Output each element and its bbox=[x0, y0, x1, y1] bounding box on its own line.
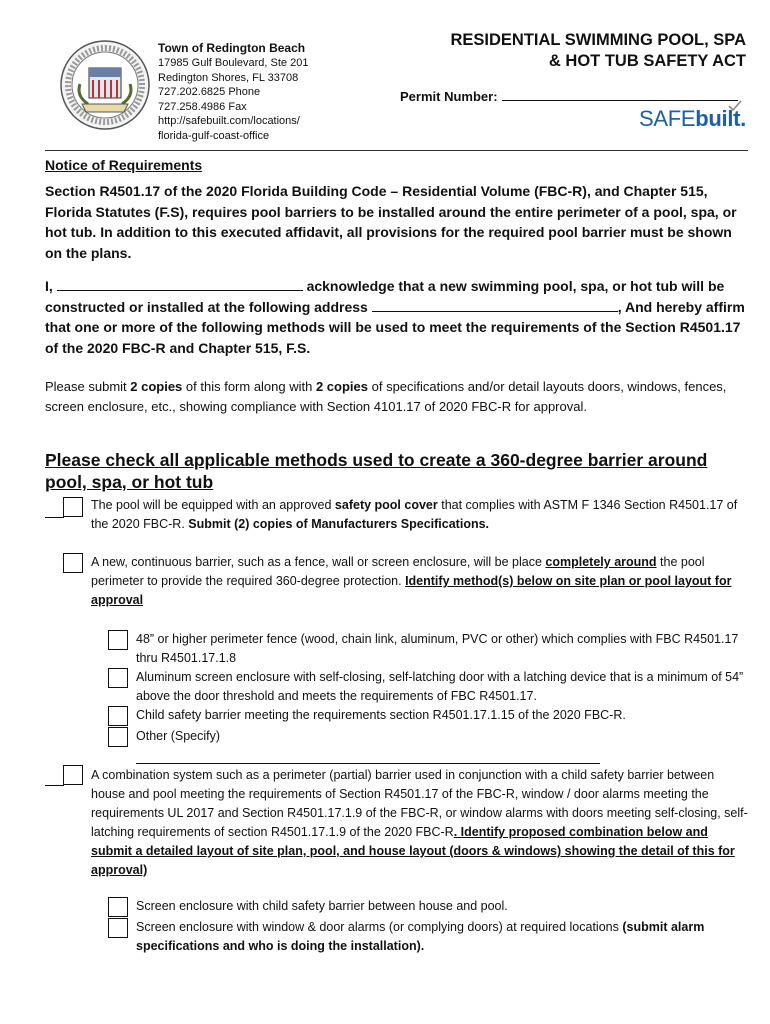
town-address bbox=[158, 56, 308, 143]
address-line: 17985 Gulf Boulevard, Ste 201 bbox=[158, 57, 309, 69]
permit-number-blank[interactable] bbox=[502, 88, 738, 101]
sub-method-fence: 48” or higher perimeter fence (wood, chain link, aluminum, PVC or other) which complies with FBC R4501.17 thru R4501.17.1.8 bbox=[136, 632, 739, 665]
affirm-text: And hereby affirm that one or more of the following methods will be used to meet the requirements of the Section R4501.17 of the 2020 FBC-R and Chapter 515, F.S. bbox=[45, 298, 745, 356]
method-text: The pool will be equipped with an approved bbox=[91, 498, 335, 512]
method-safety-cover bbox=[91, 496, 751, 534]
method-text: A new, continuous barrier, such as a fence, wall or screen enclosure, will be place bbox=[91, 555, 546, 569]
method-text: the pool perimeter to provide the required 360-degree protection. bbox=[91, 555, 705, 588]
affirmation-paragraph bbox=[45, 276, 750, 358]
submit-copies: 2 copies bbox=[130, 379, 183, 394]
screen-child-barrier-checkbox[interactable] bbox=[108, 897, 128, 917]
address-blank[interactable] bbox=[372, 297, 618, 312]
child-safety-barrier-checkbox[interactable] bbox=[108, 706, 128, 726]
title-line: & HOT TUB SAFETY ACT bbox=[548, 52, 746, 70]
combination-system-checkbox[interactable] bbox=[63, 765, 83, 785]
other-checkbox[interactable] bbox=[108, 727, 128, 747]
sub-method-other: Other (Specify) bbox=[136, 729, 221, 743]
combo-screen-child-barrier bbox=[136, 897, 748, 916]
screen-enclosure-checkbox[interactable] bbox=[108, 668, 128, 688]
sub-method-screen-enclosure: Aluminum screen enclosure with self-closing, self-latching door with a latching device that is a minimum of 54” above the door threshold and meets the requirements of FBC R4501.17. bbox=[136, 670, 744, 703]
permit-number-field bbox=[400, 88, 738, 104]
method-combination-system bbox=[91, 766, 751, 880]
document-title bbox=[386, 30, 746, 72]
safety-cover-checkbox[interactable] bbox=[63, 497, 83, 517]
other-specify-blank[interactable] bbox=[136, 763, 600, 764]
submit-text: Please submit bbox=[45, 379, 131, 394]
continuous-barrier-checkbox[interactable] bbox=[63, 553, 83, 573]
method-continuous-barrier bbox=[91, 553, 751, 610]
checkbox-line bbox=[45, 517, 64, 518]
method-underline: . Identify proposed combination below and submit a detailed layout of site plan, pool, and house layout (doors & windows) showing the detail of this for approval) bbox=[91, 825, 735, 877]
address-line: Redington Shores, FL 33708 bbox=[158, 71, 299, 84]
methods-heading: Please check all applicable methods used to create a 360-degree barrier around pool, spa, or hot tub bbox=[45, 450, 708, 492]
affirm-text: will be constructed or installed at the following address bbox=[45, 278, 725, 315]
submit-copies: 2 copies bbox=[315, 379, 368, 394]
combo-screen-alarms bbox=[136, 918, 748, 956]
submit-text: of specifications and/or detail layouts doors, windows, fences, screen enclosure, etc., showing compliance with Section 4101.17 of 2020 FBC-R for approval. bbox=[45, 379, 727, 414]
header-divider bbox=[45, 150, 748, 151]
checkbox-line bbox=[45, 785, 64, 786]
affirm-text: acknowledge that a new swimming pool, spa, or hot tub bbox=[306, 278, 678, 294]
method-text: A combination system such as a perimeter (partial) barrier used in conjunction with a child safety barrier between house and pool meeting the requirements of Section R4501.17 of the FBC-R, window / door alarms meeting the requirements UL 2017 and Section R4501.17.1.9 of the FBC-R, or window alarms with doors meeting self-closing, self-latching requirements of section R4501.17.1.9 of the 2020 FBC-R bbox=[91, 768, 748, 839]
method-underline: Identify method(s) below on site plan or pool layout for approval bbox=[91, 574, 732, 607]
screen-alarms-checkbox[interactable] bbox=[108, 918, 128, 938]
sub-method-child-barrier: Child safety barrier meeting the requirements section R4501.17.1.15 of the 2020 FBC-R. bbox=[136, 708, 626, 722]
phone-line: 727.202.6825 Phone bbox=[158, 86, 261, 98]
title-line: RESIDENTIAL SWIMMING POOL, SPA bbox=[450, 31, 746, 49]
combo-bold: (submit alarm specifications and who is doing the installation). bbox=[136, 920, 705, 953]
logo-text-safe: SAFE bbox=[638, 106, 696, 131]
logo-text-built: built. bbox=[695, 106, 746, 131]
affirm-comma: , bbox=[617, 298, 622, 315]
website-link[interactable]: florida-gulf-coast-office bbox=[158, 129, 270, 142]
method-underline: completely around bbox=[545, 555, 657, 569]
checkmark-icon bbox=[728, 100, 742, 112]
website-link[interactable]: http://safebuilt.com/locations/ bbox=[158, 115, 300, 127]
combo-text: Screen enclosure with child safety barrier between house and pool. bbox=[136, 899, 508, 913]
combo-text: Screen enclosure with window & door alarms (or complying doors) at required locations bbox=[136, 920, 623, 934]
notice-heading: Notice of Requirements bbox=[45, 157, 203, 173]
name-blank[interactable] bbox=[57, 276, 303, 291]
fax-line: 727.258.4986 Fax bbox=[158, 100, 247, 113]
method-bold: safety pool cover bbox=[334, 498, 438, 512]
submit-text: of this form along with bbox=[182, 379, 316, 394]
submit-instructions bbox=[45, 377, 750, 417]
notice-paragraph: Section R4501.17 of the 2020 Florida Building Code – Residential Volume (FBC-R), and Chapter 515, Florida Statutes (F.S), requires pool barriers to be installed around the entire perimeter of a pool, spa, or hot tub. In addition to this executed affidavit, all provisions for the required pool barrier must be shown on the plans. bbox=[45, 183, 737, 261]
town-seal-icon bbox=[60, 40, 150, 130]
method-text: that complies with ASTM F 1346 Section R4501.17 of the 2020 FBC-R. bbox=[91, 498, 738, 531]
town-name: Town of Redington Beach bbox=[158, 41, 306, 55]
method-bold: Submit (2) copies of Manufacturers Specifications. bbox=[188, 517, 490, 531]
perimeter-fence-checkbox[interactable] bbox=[108, 630, 128, 650]
permit-label: Permit Number: bbox=[400, 89, 498, 104]
affirm-i-label: I, bbox=[45, 278, 53, 294]
